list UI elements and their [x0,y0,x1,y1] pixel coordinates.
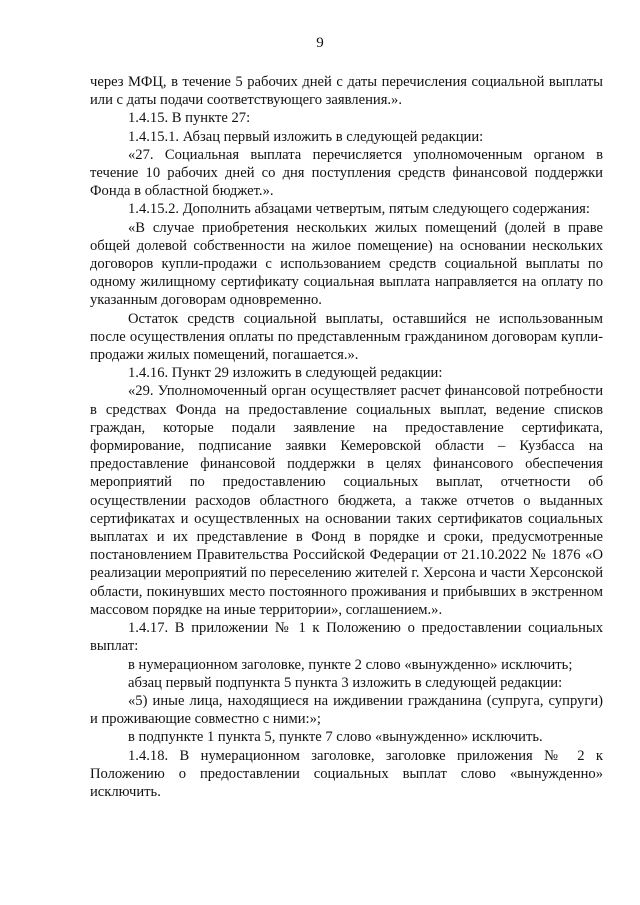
paragraph: 1.4.18. В нумерационном заголовке, заголовке приложения № 2 к Положению о предоставлении социальных выплат слово «вынужденно» исключить. [90,747,603,800]
paragraph: абзац первый подпункта 5 пункта 3 изложить в следующей редакции: [128,674,563,691]
paragraph: Остаток средств социальной выплаты, оставшийся не использованным после осуществления оплаты по представленным гражданином договорам купли-продажи жилых помещений, погашается.». [90,310,603,364]
paragraph: 1.4.15.2. Дополнить абзацами четвертым, пятым следующего содержания: [128,201,590,218]
paragraph: «27. Социальная выплата перечисляется уполномоченным органом в течение 10 рабочих дней со дня поступления средств финансовой поддержки Фонда в областной бюджет.». [90,146,603,200]
page-number: 9 [316,35,324,51]
paragraph: в нумерационном заголовке, пункте 2 слово «вынужденно» исключить; [128,656,573,673]
paragraph: 1.4.17. В приложении № 1 к Положению о предоставлении социальных выплат: [90,620,603,655]
paragraph: «29. Уполномоченный орган осуществляет расчет финансовой потребности в средствах Фонда на предоставление социальных выплат, ведение списков граждан, которые подали заявление на предоставление сертификата, формирование, подписание заявки Кемеровской области – Кузбасса на предоставление финансовой поддержки в целях финансового обеспечения мероприятий по предоставлению социальных выплат, отчетности об осуществлении расходов областного бюджета, а также отчетов о выданных сертификатах и осуществленных на основании таких сертификатов социальных выплатах и их представление в Фонд в порядке и сроки, предусмотренные постановлением Правительства Российской Федерации от 21.10.2022 № 1876 «О реализации мероприятий по переселению жителей г. Херсона и части Херсонской области, покинувших место постоянного проживания и прибывших в экстренном массовом порядке на иные территории», соглашением.». [90,383,603,618]
paragraph: 1.4.15. В пункте 27: [128,110,251,127]
paragraph: через МФЦ, в течение 5 рабочих дней с даты перечисления социальной выплаты или с даты подачи соответствующего заявления.». [90,74,603,109]
document-body [90,73,603,801]
paragraph: «В случае приобретения нескольких жилых помещений (долей в праве общей долевой собственности на жилое помещение) на основании нескольких договоров купли-продажи с использованием средств социальной выплаты по одному жилищному сертификату социальная выплата направляется на оплату по указанным договорам одновременно. [90,219,603,309]
paragraph: в подпункте 1 пункта 5, пункте 7 слово «вынужденно» исключить. [128,729,543,746]
paragraph: 1.4.16. Пункт 29 изложить в следующей редакции: [128,365,443,382]
paragraph: 1.4.15.1. Абзац первый изложить в следующей редакции: [128,128,484,145]
paragraph: «5) иные лица, находящиеся на иждивении гражданина (супруга, супруги) и проживающие совместно с ними:»; [90,692,603,728]
